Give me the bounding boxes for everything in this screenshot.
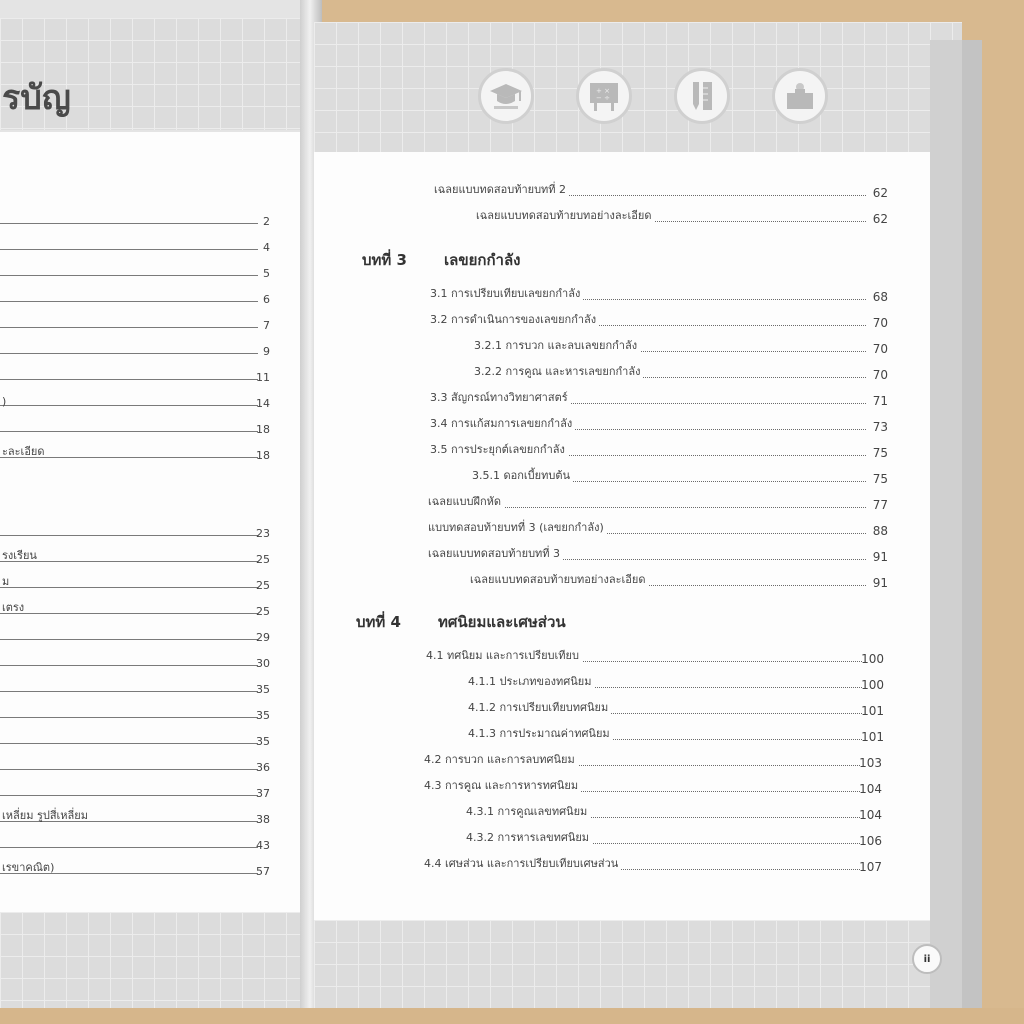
chapter-heading: บทที่ 3 เลขยกกำลัง bbox=[362, 251, 521, 269]
page-number: 37 bbox=[256, 787, 270, 800]
toc-row: 3.1 การเปรียบเทียบเลขยกกำลัง 68 bbox=[430, 284, 888, 306]
left-page bbox=[0, 0, 306, 1008]
page-number: 2 bbox=[263, 215, 270, 228]
page-number: 62 bbox=[872, 212, 888, 226]
page-number: 73 bbox=[872, 420, 888, 434]
page-number: 43 bbox=[256, 839, 270, 852]
page-number: 9 bbox=[263, 345, 270, 358]
toc-row bbox=[0, 754, 270, 776]
page-number: 77 bbox=[872, 498, 888, 512]
page-number: 91 bbox=[872, 550, 888, 564]
page-number: 70 bbox=[872, 368, 888, 382]
toc-row bbox=[0, 312, 270, 334]
toc-row bbox=[0, 702, 270, 724]
toc-row: 3.5 การประยุกต์เลขยกกำลัง 75 bbox=[430, 440, 888, 462]
toc-row bbox=[0, 780, 270, 802]
page-number: 106 bbox=[859, 834, 882, 848]
toc-row bbox=[0, 364, 270, 386]
graduation-cap-icon bbox=[478, 68, 534, 124]
page-number: 70 bbox=[872, 342, 888, 356]
page-number: 4 bbox=[263, 241, 270, 254]
page-number: 62 bbox=[872, 186, 888, 200]
page-number: 38 bbox=[256, 813, 270, 826]
toc-row bbox=[0, 832, 270, 854]
toc-row: รงเรียน 25 bbox=[2, 549, 270, 566]
toc-row: เหลี่ยม รูปสี่เหลี่ยม 38 bbox=[2, 809, 270, 826]
toc-row bbox=[0, 624, 270, 646]
page-number: 29 bbox=[256, 631, 270, 644]
toc-row bbox=[0, 260, 270, 282]
calculator-board-icon bbox=[576, 68, 632, 124]
toc-row: เฉลยแบบทดสอบท้ายบทที่ 2 62 bbox=[434, 180, 888, 202]
page-title: รบัญ bbox=[2, 78, 71, 118]
toc-row: 3.3 สัญกรณ์ทางวิทยาศาสตร์ 71 bbox=[430, 388, 888, 410]
page-number: 11 bbox=[256, 371, 270, 384]
page-number: 30 bbox=[256, 657, 270, 670]
page-number: 107 bbox=[859, 860, 882, 874]
svg-text:− ÷: − ÷ bbox=[596, 94, 610, 102]
toc-row: เฉลยแบบทดสอบท้ายบทอย่างละเอียด 62 bbox=[476, 206, 888, 228]
page-number: 35 bbox=[256, 709, 270, 722]
toc-row: เฉลยแบบทดสอบท้ายบทอย่างละเอียด 91 bbox=[470, 570, 888, 592]
toc-row bbox=[0, 650, 270, 672]
toc-row: 3.2.1 การบวก และลบเลขยกกำลัง 70 bbox=[474, 336, 888, 358]
chapter-heading: บทที่ 4 ทศนิยมและเศษส่วน bbox=[356, 613, 566, 631]
page-number: 25 bbox=[256, 553, 270, 566]
page-number: 36 bbox=[256, 761, 270, 774]
lamp-book-icon bbox=[772, 68, 828, 124]
page-number: 25 bbox=[256, 605, 270, 618]
toc-row: 4.1.2 การเปรียบเทียบทศนิยม 101 bbox=[468, 698, 884, 720]
left-page-footer bbox=[0, 912, 300, 1008]
ruler-pencil-icon bbox=[674, 68, 730, 124]
toc-row: ะละเอียด 18 bbox=[2, 445, 270, 462]
toc-row: 4.1.1 ประเภทของทศนิยม 100 bbox=[468, 672, 884, 694]
page-number: 100 bbox=[861, 652, 884, 666]
toc-row: 3.4 การแก้สมการเลขยกกำลัง 73 bbox=[430, 414, 888, 436]
table-surface bbox=[0, 1008, 1024, 1024]
page-number: 35 bbox=[256, 735, 270, 748]
page-number: 104 bbox=[859, 782, 882, 796]
toc-row: เรขาคณิต) 57 bbox=[2, 861, 270, 878]
page-number: 104 bbox=[859, 808, 882, 822]
page-number: 75 bbox=[872, 446, 888, 460]
toc-row bbox=[0, 520, 270, 542]
page-number: 57 bbox=[256, 865, 270, 878]
page-number: 70 bbox=[872, 316, 888, 330]
page-number: 91 bbox=[872, 576, 888, 590]
toc-row: ) 14 bbox=[2, 395, 270, 410]
page-number: 71 bbox=[872, 394, 888, 408]
right-page-header bbox=[314, 22, 962, 152]
toc-row bbox=[0, 676, 270, 698]
toc-row: 4.3.2 การหารเลขทศนิยม 106 bbox=[466, 828, 882, 850]
page-number: 100 bbox=[861, 678, 884, 692]
page-number: 101 bbox=[861, 730, 884, 744]
toc-row: 3.5.1 ดอกเบี้ยทบต้น 75 bbox=[472, 466, 888, 488]
toc-row: 4.2 การบวก และการลบทศนิยม 103 bbox=[424, 750, 882, 772]
page-number: 25 bbox=[256, 579, 270, 592]
toc-row bbox=[0, 208, 270, 230]
page-number: 35 bbox=[256, 683, 270, 696]
page-number: 18 bbox=[256, 449, 270, 462]
page-number: 101 bbox=[861, 704, 884, 718]
page-number: 18 bbox=[256, 423, 270, 436]
toc-row: เฉลยแบบทดสอบท้ายบทที่ 3 91 bbox=[428, 544, 888, 566]
toc-row bbox=[0, 728, 270, 750]
page-number: 14 bbox=[256, 397, 270, 410]
toc-row: 4.1 ทศนิยม และการเปรียบเทียบ 100 bbox=[426, 646, 884, 668]
page-number: 68 bbox=[872, 290, 888, 304]
toc-row: 3.2 การดำเนินการของเลขยกกำลัง 70 bbox=[430, 310, 888, 332]
right-page-footer bbox=[314, 920, 962, 1008]
toc-row: 4.3 การคูณ และการหารทศนิยม 104 bbox=[424, 776, 882, 798]
page-number: 103 bbox=[859, 756, 882, 770]
toc-row: แบบทดสอบท้ายบทที่ 3 (เลขยกกำลัง) 88 bbox=[428, 518, 888, 540]
toc-row bbox=[0, 286, 270, 308]
page-number: 75 bbox=[872, 472, 888, 486]
toc-row bbox=[0, 234, 270, 256]
toc-row: เฉลยแบบฝึกหัด 77 bbox=[428, 492, 888, 514]
toc-row: ม 25 bbox=[2, 575, 270, 592]
page-number: 7 bbox=[263, 319, 270, 332]
page-number: 5 bbox=[263, 267, 270, 280]
toc-row: 4.1.3 การประมาณค่าทศนิยม 101 bbox=[468, 724, 884, 746]
svg-text:+ ×: + × bbox=[596, 87, 610, 95]
page-number: 6 bbox=[263, 293, 270, 306]
page-number: 88 bbox=[872, 524, 888, 538]
page-edge-tab-dark bbox=[962, 40, 982, 1008]
toc-row: 3.2.2 การคูณ และหารเลขยกกำลัง 70 bbox=[474, 362, 888, 384]
page-number-badge: ii bbox=[912, 944, 942, 974]
toc-row bbox=[0, 416, 270, 438]
toc-row: 4.3.1 การคูณเลขทศนิยม 104 bbox=[466, 802, 882, 824]
toc-row bbox=[0, 338, 270, 360]
toc-row: เตรง 25 bbox=[2, 601, 270, 618]
page-number: 23 bbox=[256, 527, 270, 540]
toc-row: 4.4 เศษส่วน และการเปรียบเทียบเศษส่วน 107 bbox=[424, 854, 882, 876]
